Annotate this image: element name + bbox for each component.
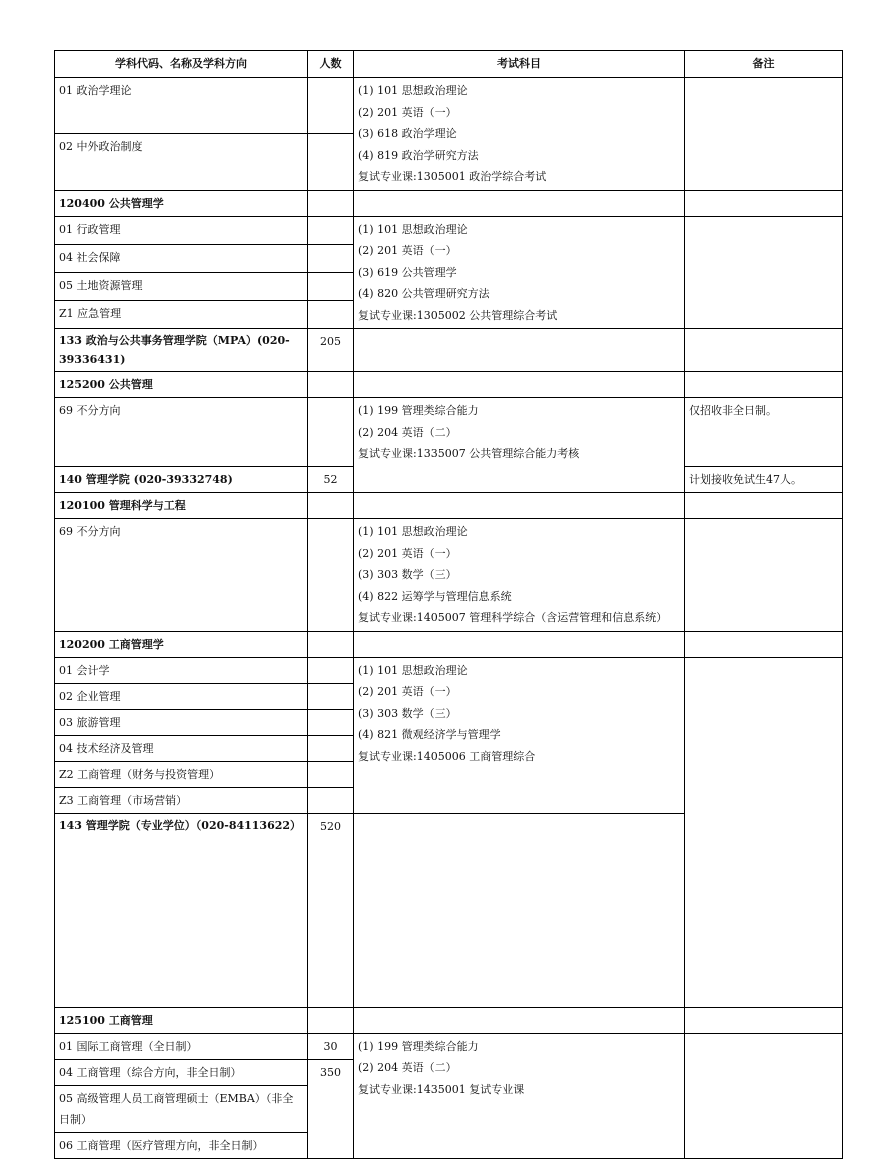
header-discipline: 学科代码、名称及学科方向 [55, 51, 308, 78]
note-cell [685, 519, 843, 632]
direction-cell: 69 不分方向 [55, 398, 308, 467]
direction-cell: 04 技术经济及管理 [55, 735, 308, 761]
direction-cell: 03 旅游管理 [55, 709, 308, 735]
exam-line: (2) 201 英语（一） [358, 105, 457, 119]
note-cell [685, 657, 843, 1007]
header-notes: 备注 [685, 51, 843, 78]
exam-line: (4) 820 公共管理研究方法 [358, 287, 490, 300]
direction-cell: 01 会计学 [55, 657, 308, 683]
exam-line: 复试专业课:1435001 复试专业课 [358, 1082, 525, 1096]
exam-line: 复试专业课:1335007 公共管理综合能力考核 [358, 447, 580, 460]
count-cell [308, 78, 354, 134]
note-cell: 仅招收非全日制。 [685, 398, 843, 467]
count-cell: 350 [308, 1059, 354, 1158]
exam-cell [354, 519, 685, 632]
table-row [55, 1007, 843, 1033]
college-title: 133 政治与公共事务管理学院（MPA）(020-39336431) [55, 329, 308, 372]
table-row [55, 657, 843, 683]
exam-line: (3) 619 公共管理学 [358, 265, 457, 279]
direction-cell: Z1 应急管理 [55, 300, 308, 328]
exam-line: (2) 201 英语（一） [358, 244, 457, 257]
exam-line: (4) 822 运筹学与管理信息系统 [358, 589, 512, 603]
exam-line: (3) 303 数学（三） [358, 568, 457, 581]
exam-line: (4) 821 微观经济学与管理学 [358, 728, 501, 741]
table-row [55, 519, 843, 632]
table-row [55, 398, 843, 467]
direction-cell: 02 中外政治制度 [55, 134, 308, 190]
discipline-title: 125200 公共管理 [55, 372, 308, 398]
discipline-title: 120100 管理科学与工程 [55, 493, 308, 519]
direction-cell: 01 行政管理 [55, 216, 308, 244]
exam-line: (1) 101 思想政治理论 [358, 525, 468, 538]
admissions-table-page [54, 50, 842, 1159]
exam-line: (1) 101 思想政治理论 [358, 663, 468, 677]
table-header-row [55, 51, 843, 78]
discipline-title: 120400 公共管理学 [55, 190, 308, 216]
admissions-table [54, 50, 843, 1159]
direction-cell: Z3 工商管理（市场营销） [55, 787, 308, 813]
exam-line: (3) 303 数学（三） [358, 706, 457, 720]
exam-cell [354, 1033, 685, 1158]
exam-line: (3) 618 政治学理论 [358, 127, 457, 140]
exam-line: (2) 204 英语（二） [358, 1061, 457, 1074]
table-row [55, 78, 843, 134]
exam-cell [354, 398, 685, 493]
exam-line: (2) 204 英语（二） [358, 425, 457, 439]
direction-cell: 02 企业管理 [55, 683, 308, 709]
note-cell [685, 78, 843, 191]
direction-cell: 05 高级管理人员工商管理硕士（EMBA）（非全日制） [55, 1085, 308, 1132]
note-cell: 计划接收免试生47人。 [685, 467, 843, 493]
table-row [55, 216, 843, 244]
direction-cell: 01 国际工商管理（全日制） [55, 1033, 308, 1059]
exam-line: 复试专业课:1305001 政治学综合考试 [358, 170, 547, 183]
discipline-title: 120200 工商管理学 [55, 631, 308, 657]
exam-line: 复试专业课:1405006 工商管理综合 [358, 749, 536, 763]
count-cell: 52 [308, 467, 354, 493]
table-row [55, 631, 843, 657]
discipline-title: 125100 工商管理 [55, 1007, 308, 1033]
note-cell [685, 216, 843, 329]
exam-cell [354, 216, 685, 329]
exam-line: 复试专业课:1305002 公共管理综合考试 [358, 308, 558, 322]
exam-line: (1) 101 思想政治理论 [358, 222, 468, 236]
exam-line: (1) 199 管理类综合能力 [358, 404, 479, 417]
exam-line: (4) 819 政治学研究方法 [358, 148, 479, 162]
direction-cell: 05 土地资源管理 [55, 272, 308, 300]
table-row [55, 190, 843, 216]
table-row [55, 329, 843, 372]
college-title: 143 管理学院（专业学位）（020-84113622） [55, 813, 308, 1007]
note-cell [685, 1033, 843, 1158]
table-row [55, 1033, 843, 1059]
count-cell: 520 [308, 813, 354, 1007]
header-count: 人数 [308, 51, 354, 78]
table-row [55, 493, 843, 519]
direction-cell: 04 工商管理（综合方向，非全日制） [55, 1059, 308, 1085]
exam-cell [354, 657, 685, 813]
count-cell: 30 [308, 1033, 354, 1059]
exam-line: (2) 201 英语（一） [358, 546, 457, 560]
header-exams: 考试科目 [354, 51, 685, 78]
direction-cell: 69 不分方向 [55, 519, 308, 632]
count-cell [308, 134, 354, 190]
count-cell: 205 [308, 329, 354, 372]
direction-cell: 06 工商管理（医疗管理方向，非全日制） [55, 1132, 308, 1158]
exam-cell [354, 78, 685, 191]
college-title: 140 管理学院 (020-39332748) [55, 467, 308, 493]
direction-cell: 01 政治学理论 [55, 78, 308, 134]
exam-line: (1) 101 思想政治理论 [358, 84, 468, 97]
exam-line: (2) 201 英语（一） [358, 685, 457, 698]
direction-cell: Z2 工商管理（财务与投资管理） [55, 761, 308, 787]
exam-line: (1) 199 管理类综合能力 [358, 1039, 479, 1053]
direction-cell: 04 社会保障 [55, 244, 308, 272]
exam-line: 复试专业课:1405007 管理科学综合（含运营管理和信息系统） [358, 611, 668, 624]
table-row [55, 372, 843, 398]
